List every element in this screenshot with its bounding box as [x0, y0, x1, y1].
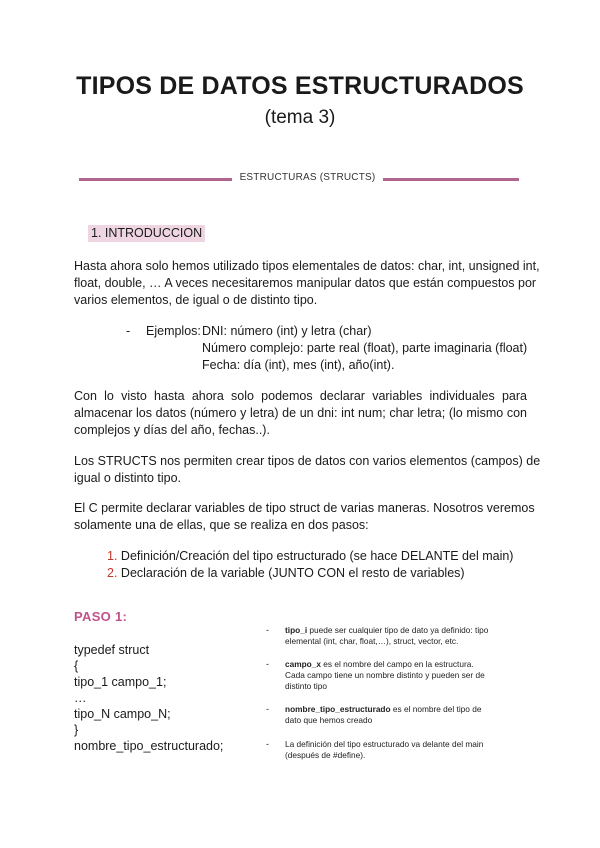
paragraph-line: almacenar los datos (número y letra) de un dni: int num; char letra; (lo mismo con: [74, 406, 527, 420]
code-line: nombre_tipo_estructurado;: [74, 739, 224, 753]
note-item: [285, 704, 525, 726]
step-text: Definición/Creación del tipo estructurado (se hace DELANTE del main): [120, 549, 514, 563]
paragraph-line: igual o distinto tipo.: [74, 471, 182, 485]
code-line: …: [74, 691, 87, 705]
page-subtitle: (tema 3): [264, 107, 336, 128]
note-term: nombre_tipo_estructurado: [285, 704, 391, 714]
note-text: es el nombre del campo en la estructura.: [320, 659, 474, 669]
page-title: TIPOS DE DATOS ESTRUCTURADOS: [76, 72, 524, 100]
paragraph-line: Con lo visto hasta ahora solo podemos declarar variables individuales para: [74, 389, 527, 403]
note-dash: -: [266, 659, 269, 669]
note-dash: -: [266, 625, 269, 635]
section-rule-left: [79, 178, 232, 181]
note-text: dato que hemos creado: [285, 715, 373, 725]
step-item: [107, 548, 513, 565]
step-number: 2.: [107, 566, 118, 580]
note-item: [285, 739, 525, 761]
examples-dash: -: [126, 324, 131, 338]
paragraph-line: El C permite declarar variables de tipo struct de varias maneras. Nosotros veremos: [74, 501, 535, 515]
step-item: [107, 565, 465, 582]
code-line: }: [74, 723, 79, 737]
section-rule-right: [383, 178, 519, 181]
step-number: 1.: [107, 549, 118, 563]
paragraph-line: complejos y días del año, fechas..).: [74, 423, 270, 437]
note-text: (después de #define).: [285, 750, 366, 760]
note-text: elemental (int, char, float,…), struct, vector, etc.: [285, 636, 459, 646]
paragraph-line: float, double, … A veces necesitaremos manipular datos que están compuestos por: [74, 276, 537, 290]
note-item: [285, 659, 525, 692]
example-line: DNI: número (int) y letra (char): [202, 324, 372, 338]
paragraph-line: solamente una de ellas, que se realiza en dos pasos:: [74, 518, 369, 532]
note-text: La definición del tipo estructurado va delante del main: [285, 739, 484, 749]
note-term: campo_x: [285, 659, 321, 669]
example-line: Número complejo: parte real (float), parte imaginaria (float): [202, 341, 528, 355]
paragraph-line: Los STRUCTS nos permiten crear tipos de datos con varios elementos (campos) de: [74, 454, 541, 468]
paragraph-line: varios elementos, de igual o de distinto tipo.: [74, 293, 318, 307]
note-text: distinto tipo: [285, 681, 327, 691]
paragraph-line: Hasta ahora solo hemos utilizado tipos elementales de datos: char, int, unsigned int,: [74, 259, 540, 273]
note-text: Cada campo tiene un nombre distinto y pueden ser de: [285, 670, 485, 680]
note-term: tipo_i: [285, 625, 308, 635]
note-text: puede ser cualquier tipo de dato ya definido: tipo: [307, 625, 489, 635]
code-line: {: [74, 659, 79, 673]
code-line: tipo_N campo_N;: [74, 707, 171, 721]
example-line: Fecha: día (int), mes (int), año(int).: [202, 358, 395, 372]
note-item: [285, 625, 525, 647]
code-line: typedef struct: [74, 643, 150, 657]
section-banner: ESTRUCTURAS (STRUCTS): [239, 172, 376, 183]
note-dash: -: [266, 704, 269, 714]
note-text: es el nombre del tipo de: [390, 704, 482, 714]
intro-heading: 1. INTRODUCCION: [88, 225, 205, 242]
code-line: tipo_1 campo_1;: [74, 675, 167, 689]
paso-heading: PASO 1:: [74, 609, 128, 624]
note-dash: -: [266, 739, 269, 749]
examples-label: Ejemplos:: [146, 324, 201, 338]
step-text: Declaración de la variable (JUNTO CON el resto de variables): [120, 566, 465, 580]
